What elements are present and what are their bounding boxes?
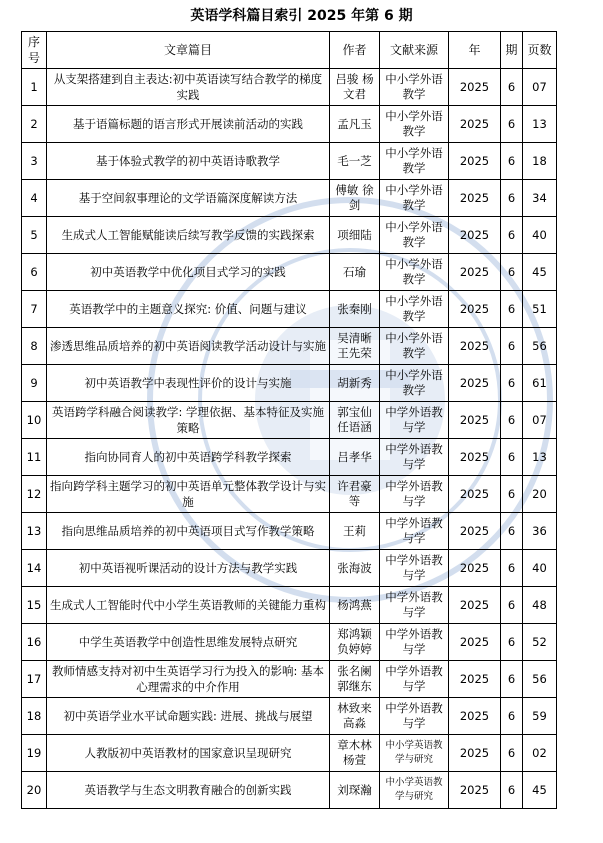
table-row [22,439,557,476]
row-page: 40 [523,217,557,254]
row-page: 61 [523,365,557,402]
row-num: 3 [22,143,47,180]
row-author: 刘琛瀚 [330,772,380,809]
row-author: 项细陆 [330,217,380,254]
row-author: 王莉 [330,513,380,550]
row-title: 基于体验式教学的初中英语诗歌教学 [47,143,330,180]
row-year: 2025 [449,254,501,291]
row-issue: 6 [501,106,523,143]
row-source: 中学外语教与学 [380,661,449,698]
row-author: 毛一芝 [330,143,380,180]
row-issue: 6 [501,217,523,254]
row-issue: 6 [501,402,523,439]
row-source: 中小学外语教学 [380,106,449,143]
row-num: 16 [22,624,47,661]
row-source: 中学外语教与学 [380,402,449,439]
row-author: 郭宝仙 任语涵 [330,402,380,439]
table-header-row [22,32,557,69]
table-row [22,513,557,550]
row-author: 郑鸿颖 负婷婷 [330,624,380,661]
row-year: 2025 [449,735,501,772]
row-year: 2025 [449,439,501,476]
row-author: 吕骏 杨文君 [330,69,380,106]
row-source: 中学外语教与学 [380,513,449,550]
row-title: 生成式人工智能赋能读后续写教学反馈的实践探索 [47,217,330,254]
table-row [22,476,557,513]
row-title: 基于语篇标题的语言形式开展读前活动的实践 [47,106,330,143]
row-author: 张秦刚 [330,291,380,328]
row-page: 13 [523,439,557,476]
row-title: 教师情感支持对初中生英语学习行为投入的影响: 基本心理需求的中介作用 [47,661,330,698]
row-page: 56 [523,328,557,365]
row-issue: 6 [501,328,523,365]
row-num: 7 [22,291,47,328]
row-num: 5 [22,217,47,254]
row-author: 许君豪 等 [330,476,380,513]
row-num: 2 [22,106,47,143]
row-page: 52 [523,624,557,661]
row-num: 8 [22,328,47,365]
row-num: 18 [22,698,47,735]
header-year: 年 [449,32,501,69]
row-year: 2025 [449,143,501,180]
table-row [22,550,557,587]
row-author: 石瑜 [330,254,380,291]
table-row [22,69,557,106]
row-issue: 6 [501,661,523,698]
table-row [22,217,557,254]
row-num: 17 [22,661,47,698]
row-title: 初中英语学业水平试命题实践: 进展、挑战与展望 [47,698,330,735]
row-num: 13 [22,513,47,550]
row-title: 从支架搭建到自主表达:初中英语读写结合教学的梯度实践 [47,69,330,106]
row-year: 2025 [449,180,501,217]
header-article: 文章篇目 [47,32,330,69]
row-year: 2025 [449,661,501,698]
row-issue: 6 [501,143,523,180]
row-page: 02 [523,735,557,772]
table-row [22,106,557,143]
row-title: 初中英语教学中表现性评价的设计与实施 [47,365,330,402]
row-issue: 6 [501,291,523,328]
row-source: 中学外语教与学 [380,550,449,587]
row-author: 吴清晰 王先荣 [330,328,380,365]
row-source: 中小学外语教学 [380,328,449,365]
row-year: 2025 [449,106,501,143]
row-num: 6 [22,254,47,291]
row-page: 45 [523,772,557,809]
row-year: 2025 [449,550,501,587]
row-issue: 6 [501,254,523,291]
row-year: 2025 [449,624,501,661]
row-num: 9 [22,365,47,402]
row-source: 中小学英语教学与研究 [380,772,449,809]
row-issue: 6 [501,365,523,402]
table-row [22,291,557,328]
table-row [22,772,557,809]
row-source: 中小学外语教学 [380,69,449,106]
row-author: 章木林 杨萱 [330,735,380,772]
row-issue: 6 [501,735,523,772]
row-issue: 6 [501,550,523,587]
table-row [22,180,557,217]
row-num: 14 [22,550,47,587]
row-author: 杨鸿燕 [330,587,380,624]
table-row [22,402,557,439]
row-issue: 6 [501,69,523,106]
row-author: 傅敏 徐剑 [330,180,380,217]
header-num: 序号 [22,32,47,69]
row-title: 中学生英语教学中创造性思维发展特点研究 [47,624,330,661]
row-num: 15 [22,587,47,624]
row-year: 2025 [449,291,501,328]
row-page: 13 [523,106,557,143]
table-row [22,624,557,661]
row-author: 孟凡玉 [330,106,380,143]
row-year: 2025 [449,513,501,550]
row-num: 11 [22,439,47,476]
row-page: 48 [523,587,557,624]
row-title: 英语教学中的主题意义探究: 价值、问题与建议 [47,291,330,328]
row-source: 中小学外语教学 [380,291,449,328]
row-page: 40 [523,550,557,587]
table-row [22,735,557,772]
row-page: 56 [523,661,557,698]
header-author: 作者 [330,32,380,69]
row-source: 中小学外语教学 [380,180,449,217]
row-title: 基于空间叙事理论的文学语篇深度解读方法 [47,180,330,217]
row-title: 初中英语教学中优化项目式学习的实践 [47,254,330,291]
row-page: 07 [523,402,557,439]
row-author: 林致来 高淼 [330,698,380,735]
row-author: 吕孝华 [330,439,380,476]
row-title: 指向思维品质培养的初中英语项目式写作教学策略 [47,513,330,550]
row-title: 人教版初中英语教材的国家意识呈现研究 [47,735,330,772]
row-title: 初中英语视听课活动的设计方法与教学实践 [47,550,330,587]
row-title: 英语跨学科融合阅读教学: 学理依据、基本特征及实施策略 [47,402,330,439]
row-title: 指向跨学科主题学习的初中英语单元整体教学设计与实施 [47,476,330,513]
row-page: 07 [523,69,557,106]
row-issue: 6 [501,624,523,661]
row-year: 2025 [449,587,501,624]
row-title: 英语教学与生态文明教育融合的创新实践 [47,772,330,809]
row-source: 中小学外语教学 [380,254,449,291]
row-num: 20 [22,772,47,809]
row-issue: 6 [501,587,523,624]
row-num: 1 [22,69,47,106]
row-author: 张海波 [330,550,380,587]
table-row [22,698,557,735]
row-year: 2025 [449,698,501,735]
row-title: 指向协同育人的初中英语跨学科教学探索 [47,439,330,476]
row-num: 4 [22,180,47,217]
table-row [22,587,557,624]
row-year: 2025 [449,69,501,106]
row-source: 中小学英语教学与研究 [380,735,449,772]
row-source: 中学外语教与学 [380,698,449,735]
row-year: 2025 [449,217,501,254]
row-issue: 6 [501,439,523,476]
row-source: 中小学外语教学 [380,365,449,402]
row-year: 2025 [449,402,501,439]
row-source: 中学外语教与学 [380,587,449,624]
row-year: 2025 [449,365,501,402]
row-source: 中小学外语教学 [380,143,449,180]
row-page: 36 [523,513,557,550]
row-page: 51 [523,291,557,328]
row-year: 2025 [449,328,501,365]
row-author: 胡新秀 [330,365,380,402]
row-page: 20 [523,476,557,513]
header-source: 文献来源 [380,32,449,69]
article-index-table [21,31,557,809]
row-title: 生成式人工智能时代中小学生英语教师的关键能力重构 [47,587,330,624]
row-title: 渗透思维品质培养的初中英语阅读教学活动设计与实施 [47,328,330,365]
table-row [22,365,557,402]
row-source: 中小学外语教学 [380,217,449,254]
row-page: 59 [523,698,557,735]
table-row [22,661,557,698]
row-num: 10 [22,402,47,439]
row-year: 2025 [449,772,501,809]
row-num: 19 [22,735,47,772]
table-row [22,328,557,365]
row-author: 张名阑 郭继东 [330,661,380,698]
table-row [22,254,557,291]
header-issue: 期 [501,32,523,69]
row-issue: 6 [501,513,523,550]
row-year: 2025 [449,476,501,513]
header-page: 页数 [523,32,557,69]
row-page: 45 [523,254,557,291]
page-title: 英语学科篇目索引 2025 年第 6 期 [190,8,413,24]
row-issue: 6 [501,476,523,513]
row-issue: 6 [501,772,523,809]
row-source: 中学外语教与学 [380,624,449,661]
row-issue: 6 [501,180,523,217]
row-source: 中学外语教与学 [380,476,449,513]
row-page: 18 [523,143,557,180]
row-num: 12 [22,476,47,513]
table-row [22,143,557,180]
row-issue: 6 [501,698,523,735]
row-page: 34 [523,180,557,217]
row-source: 中学外语教与学 [380,439,449,476]
